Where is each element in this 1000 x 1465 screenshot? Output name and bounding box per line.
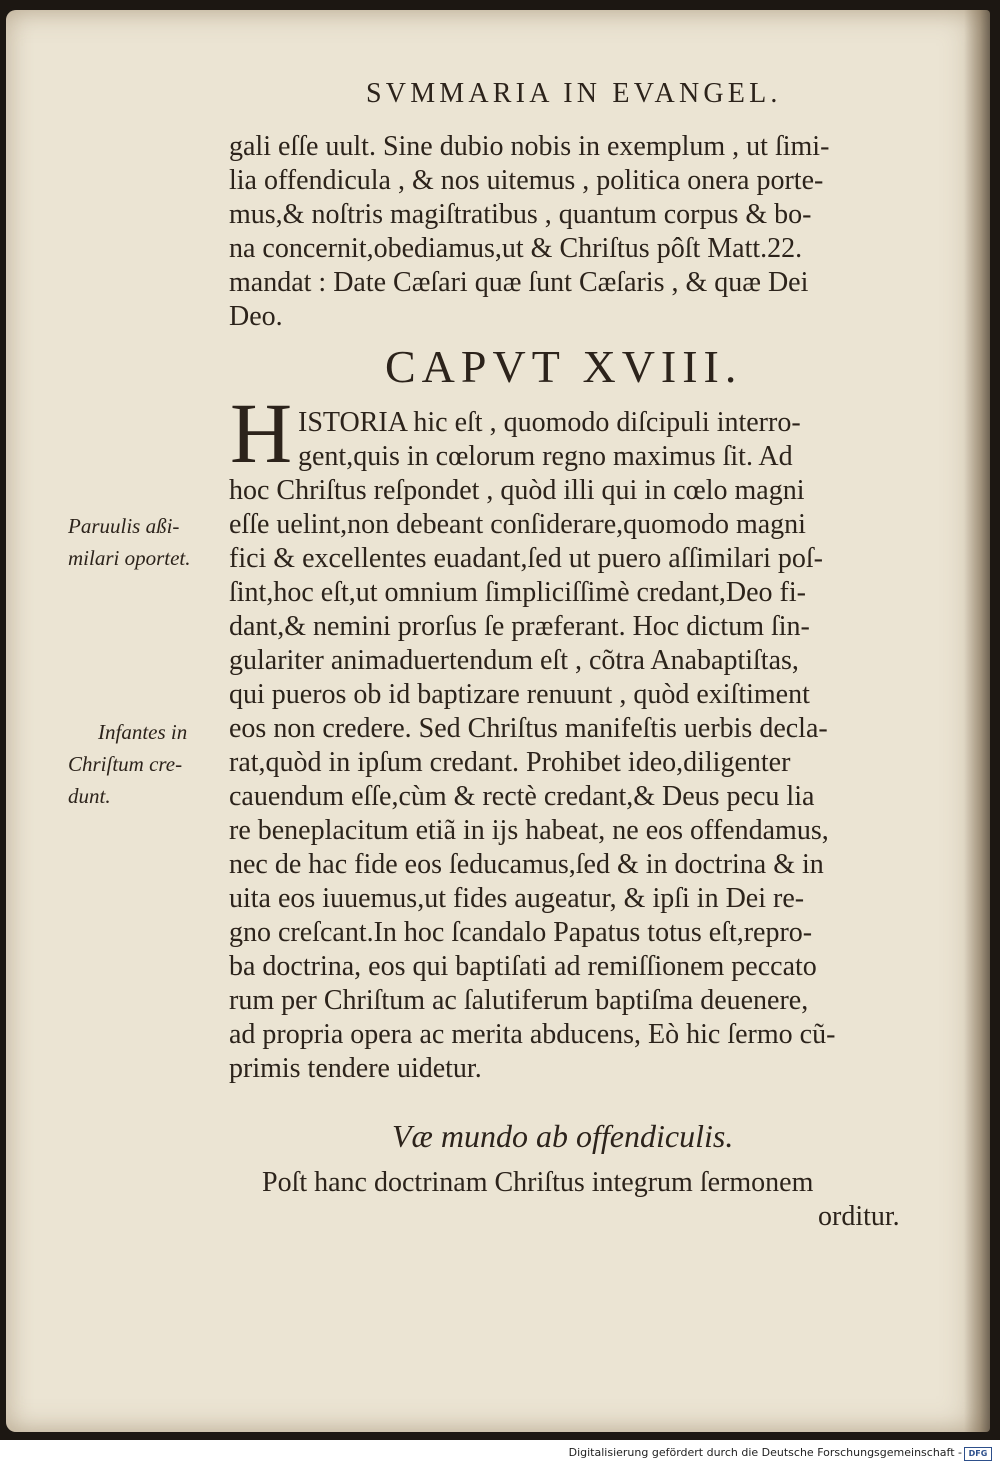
chapter-first-line: ISTORIA hic eſt , quomodo diſcipuli interro- <box>298 407 801 438</box>
chapter-line: eos non credere. Sed Chriſtus manifeſtis uerbis decla- <box>229 713 828 744</box>
chapter-line: uita eos iuuemus,ut fides augeatur, & ipſi in Dei re- <box>229 883 805 914</box>
chapter-line: qui pueros ob id baptizare renuunt , quòd exiſtiment <box>229 679 810 710</box>
margin-note-line: milari oportet. <box>68 546 191 570</box>
chapter-line: gno creſcant.In hoc ſcandalo Papatus totus eſt,repro- <box>229 917 813 948</box>
running-head: SVMMARIA IN EVANGEL. <box>366 78 782 109</box>
chapter-line: ba doctrina, eos qui baptiſati ad remiſſionem peccato <box>229 951 817 982</box>
chapter-line: gulariter animaduertendum eſt , cõtra Anabaptiſtas, <box>229 645 799 676</box>
margin-note-line: Infantes in <box>98 720 188 744</box>
margin-note-children <box>68 510 191 574</box>
closing-line: orditur. <box>818 1201 900 1232</box>
chapter-line: nec de hac fide eos ſeducamus,ſed & in doctrina & in <box>229 849 824 880</box>
chapter-line: re beneplacitum etiã in ijs habeat, ne eos offendamus, <box>229 815 829 846</box>
chapter-line: rum per Chriſtum ac ſalutiferum baptiſma deuenere, <box>229 985 809 1016</box>
drop-cap: H <box>230 385 293 481</box>
chapter-second-line: gent,quis in cœlorum regno maximus ſit. Ad <box>298 441 793 472</box>
chapter-line: rat,quòd in ipſum credant. Prohibet ideo,diligenter <box>229 747 791 778</box>
top-line: mandat : Date Cæſari quæ ſunt Cæſaris , & quæ Dei <box>229 267 809 298</box>
chapter-line: primis tendere uidetur. <box>229 1053 482 1084</box>
section-heading: Væ mundo ab offendiculis. <box>392 1118 734 1154</box>
top-line: lia offendicula , & nos uitemus , politica onera porte- <box>229 165 824 196</box>
margin-note-line: Paruulis aßi- <box>68 514 180 538</box>
top-line: Deo. <box>229 301 283 332</box>
chapter-line: cauendum eſſe,cùm & rectè credant,& Deus pecu lia <box>229 781 815 812</box>
top-line: na concernit,obediamus,ut & Chriſtus pôſt Matt.22. <box>229 233 803 264</box>
closing-line: Poſt hanc doctrinam Chriſtus integrum ſermonem <box>262 1167 814 1198</box>
page-edge-shadow <box>964 10 990 1432</box>
chapter-title: CAPVT XVIII. <box>385 341 743 392</box>
margin-note-infants <box>68 716 188 812</box>
chapter-line: hoc Chriſtus reſpondet , quòd illi qui in cœlo magni <box>229 475 805 506</box>
chapter-line: fici & excellentes euadant,ſed ut puero aſſimilari poſ- <box>229 543 824 574</box>
top-line: gali eſſe uult. Sine dubio nobis in exemplum , ut ſimi- <box>229 131 830 162</box>
dfg-logo: DFG <box>964 1447 992 1461</box>
margin-note-line: Chriſtum cre- <box>68 752 183 776</box>
chapter-line: ſint,hoc eſt,ut omnium ſimpliciſſimè credant,Deo fi- <box>229 577 806 608</box>
top-line: mus,& noſtris magiſtratibus , quantum corpus & bo- <box>229 199 812 230</box>
chapter-line: dant,& nemini prorſus ſe præferant. Hoc dictum ſin- <box>229 611 810 642</box>
chapter-line: ad propria opera ac merita abducens, Eò hic ſermo cũ- <box>229 1019 836 1050</box>
margin-note-line: dunt. <box>68 784 111 808</box>
chapter-line: eſſe uelint,non debeant conſiderare,quomodo magni <box>229 509 806 540</box>
funding-credit: Digitalisierung gefördert durch die Deutsche Forschungsgemeinschaft - <box>568 1446 962 1459</box>
